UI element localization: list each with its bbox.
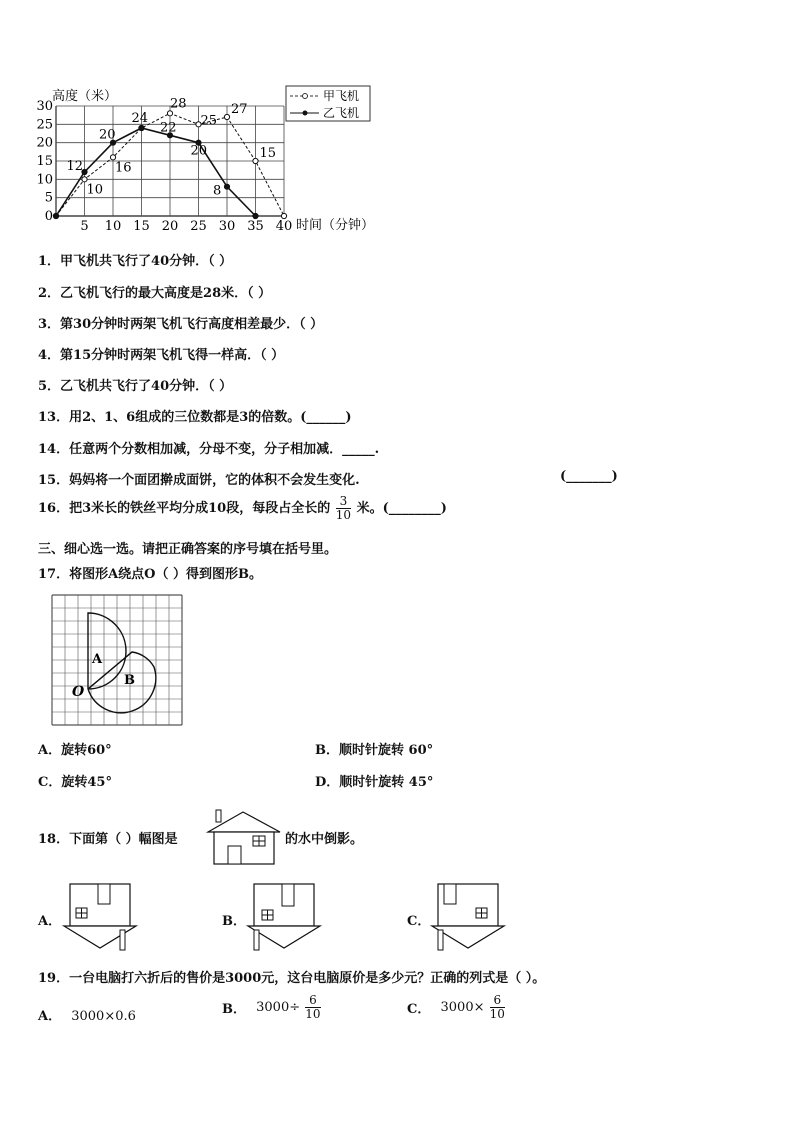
question-2: 2．乙飞机飞行的最大高度是28米．（ ） — [38, 286, 272, 301]
data-point — [82, 177, 87, 182]
option-letter: C． — [38, 775, 62, 790]
data-label: 16 — [115, 160, 132, 176]
question-4: 4．第15分钟时两架飞机飞得一样高．（ ） — [38, 348, 285, 363]
data-point — [224, 114, 229, 119]
y-tick-label: 25 — [36, 117, 53, 133]
data-point — [253, 213, 258, 218]
data-point — [224, 184, 229, 189]
x-tick-label: 20 — [161, 219, 179, 234]
question-18: 18．下面第（ ）幅图是 — [38, 832, 178, 847]
option-text: 3000×0.6 — [71, 1009, 136, 1024]
q19-option-c[interactable] — [407, 994, 506, 1021]
x-tick-label: 35 — [247, 219, 264, 234]
x-tick-label: 5 — [80, 219, 89, 234]
reflection-a-icon — [62, 882, 138, 952]
data-label: 12 — [66, 159, 84, 174]
y-tick-label: 20 — [36, 135, 53, 151]
y-axis-label: 高度（米） — [52, 89, 118, 104]
fraction-numerator: 6 — [490, 994, 505, 1008]
y-tick-label: 15 — [36, 154, 53, 169]
fraction-3-10 — [336, 495, 351, 522]
x-tick-label: 15 — [133, 219, 150, 234]
x-tick-label: 10 — [104, 219, 122, 234]
data-label: 22 — [160, 120, 177, 136]
option-text: 顺时针旋转 60° — [339, 743, 434, 758]
reflection-b-icon — [246, 882, 322, 952]
question-15: 15．妈妈将一个面团擀成面饼，它的体积不会发生变化. — [38, 473, 360, 488]
data-label: 24 — [131, 111, 149, 126]
data-label: 20 — [99, 127, 116, 143]
y-tick-labels — [36, 99, 53, 224]
data-point — [110, 155, 115, 160]
option-text: 3000÷ — [256, 1000, 301, 1015]
data-point — [139, 125, 144, 130]
q18-option-c[interactable] — [407, 910, 430, 929]
q19-option-b[interactable] — [222, 994, 322, 1021]
x-tick-label: 30 — [218, 219, 236, 234]
question-16 — [38, 495, 447, 522]
data-label: 8 — [213, 183, 222, 199]
option-letter: A． — [38, 743, 62, 758]
reflection-c-icon — [430, 882, 506, 952]
rotation-grid — [52, 595, 182, 725]
label-a: A — [92, 652, 103, 667]
house-icon — [206, 808, 282, 866]
y-tick-label: 0 — [44, 209, 53, 224]
fraction-denominator: 10 — [305, 1007, 321, 1021]
q18-option-b[interactable] — [222, 910, 246, 929]
question-3: 3．第30分钟时两架飞机飞行高度相差最少．（ ） — [38, 317, 324, 332]
fraction-numerator: 6 — [305, 994, 320, 1008]
fraction-6-10 — [490, 994, 505, 1021]
fraction-6-10 — [305, 994, 320, 1021]
rotation-figure — [50, 593, 184, 727]
option-text: 旋转60° — [61, 743, 112, 758]
x-tick-label: 25 — [190, 219, 207, 234]
data-point — [167, 111, 172, 116]
q17-option-a[interactable] — [38, 739, 112, 758]
question-18-tail: 的水中倒影。 — [285, 832, 364, 847]
option-text: 3000× — [440, 1000, 485, 1015]
x-axis-label: 时间（分钟） — [296, 218, 375, 233]
data-point — [281, 213, 286, 218]
option-letter: C． — [407, 1002, 431, 1017]
data-label: 28 — [170, 96, 187, 112]
flight-height-chart — [30, 82, 390, 240]
question-14: 14．任意两个分数相加减，分母不变，分子相加减．_____. — [38, 442, 380, 457]
option-text: 旋转45° — [61, 775, 112, 790]
x-tick-label: 40 — [275, 219, 293, 234]
question-19: 19．一台电脑打六折后的售价是3000元，这台电脑原价是多少元？正确的列式是（ ）。 — [38, 971, 546, 986]
data-point — [53, 213, 58, 218]
chart-legend — [286, 86, 370, 121]
question-1: 1．甲飞机共飞行了40分钟．（ ） — [38, 254, 233, 269]
data-point — [253, 158, 258, 163]
option-text: 顺时针旋转 45° — [339, 775, 434, 790]
q17-option-b[interactable] — [315, 739, 433, 758]
option-letter: D． — [315, 775, 340, 790]
data-label: 10 — [86, 182, 104, 198]
option-letter: A． — [38, 914, 62, 929]
y-tick-label: 10 — [36, 172, 53, 188]
y-tick-label: 30 — [36, 99, 53, 114]
question-13: 13．用2、1、6组成的三位数都是3的倍数。(______) — [38, 410, 352, 425]
fraction-numerator: 3 — [336, 495, 351, 509]
data-label: 25 — [200, 113, 218, 129]
option-letter: C． — [407, 914, 431, 929]
legend-series-2: 乙飞机 — [323, 106, 360, 120]
question-15-blank: (_______) — [560, 469, 618, 484]
option-letter: B． — [222, 1002, 246, 1017]
x-tick-labels — [80, 219, 292, 234]
section-3-heading: 三、细心选一选。请把正确答案的序号填在括号里。 — [38, 542, 338, 557]
q17-option-c[interactable] — [38, 771, 112, 790]
y-tick-label: 5 — [44, 190, 53, 206]
fraction-denominator: 10 — [489, 1007, 505, 1021]
option-letter: A． — [38, 1009, 62, 1024]
label-o: O — [72, 684, 85, 700]
option-letter: B． — [222, 914, 246, 929]
q19-option-a[interactable] — [38, 1005, 136, 1024]
option-letter: B． — [315, 743, 339, 758]
label-b: B — [124, 673, 135, 688]
question-17: 17．将图形A绕点O（ ）得到图形B。 — [38, 567, 263, 582]
data-label: 20 — [190, 143, 208, 159]
legend-series-1: 甲飞机 — [323, 89, 360, 103]
q18-option-a[interactable] — [38, 910, 61, 929]
q17-option-d[interactable] — [315, 771, 433, 790]
question-16-text: 16．把3米长的铁丝平均分成10段，每段占全长的 — [38, 501, 331, 516]
data-label: 27 — [231, 102, 248, 117]
question-16-tail: 米。(________) — [356, 501, 447, 516]
question-5: 5．乙飞机共飞行了40分钟．（ ） — [38, 379, 233, 394]
fraction-denominator: 10 — [335, 508, 352, 522]
data-label: 15 — [259, 146, 277, 161]
